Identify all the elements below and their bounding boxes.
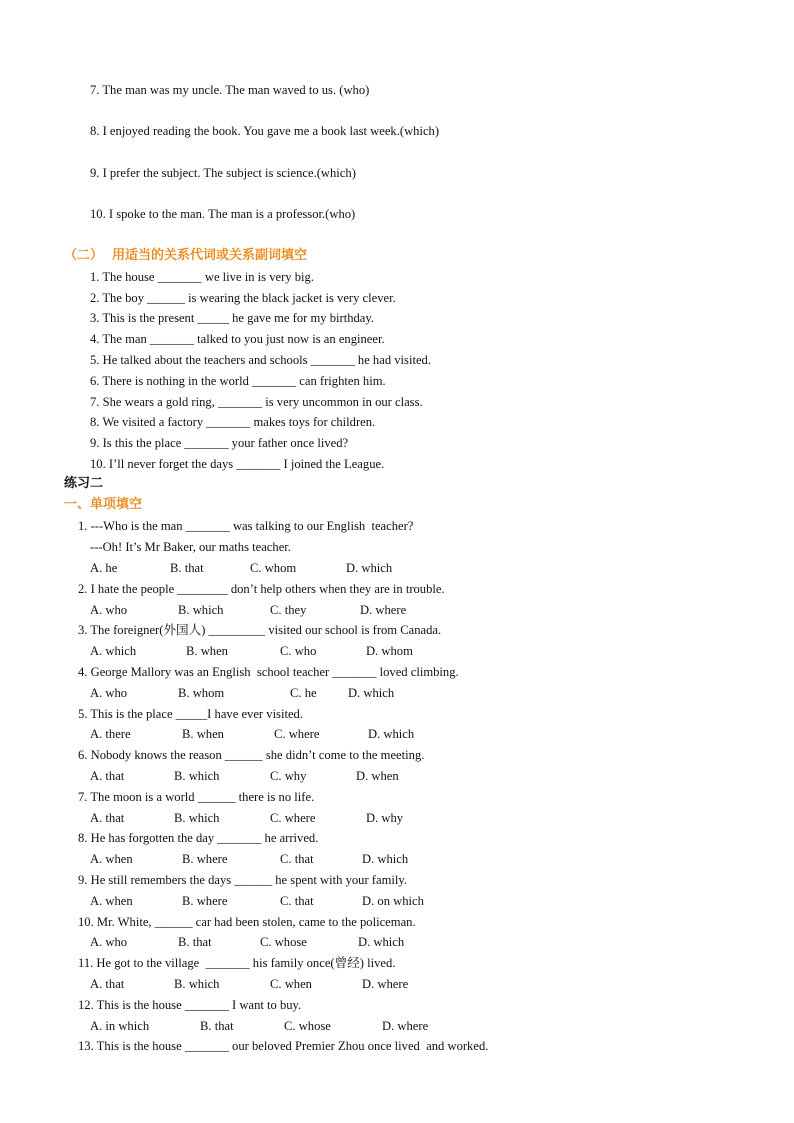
fill-item: 2. The boy ______ is wearing the black jacket is very clever. bbox=[90, 291, 396, 305]
question-text: 5. This is the place _____I have ever visited. bbox=[78, 707, 303, 721]
question-text: 4. George Mallory was an English school teacher _______ loved climbing. bbox=[78, 665, 459, 679]
option-c: C. where bbox=[274, 727, 320, 741]
option-b: B. when bbox=[186, 644, 228, 658]
fill-item: 9. Is this the place _______ your father once lived? bbox=[90, 436, 349, 450]
exercise2-subheading: 一、单项填空 bbox=[64, 497, 143, 512]
fill-item: 5. He talked about the teachers and schools _______ he had visited. bbox=[90, 353, 431, 367]
fill-item: 4. The man _______ talked to you just now is an engineer. bbox=[90, 332, 385, 346]
option-a: A. when bbox=[90, 894, 133, 908]
question-text: 10. Mr. White, ______ car had been stolen, came to the policeman. bbox=[78, 915, 416, 929]
option-c: C. why bbox=[270, 769, 307, 783]
question-text: 13. This is the house _______ our beloved Premier Zhou once lived and worked. bbox=[78, 1039, 489, 1053]
option-b: B. which bbox=[174, 811, 220, 825]
combine-item-10: 10. I spoke to the man. The man is a professor.(who) bbox=[90, 207, 356, 221]
fill-item: 7. She wears a gold ring, _______ is very uncommon in our class. bbox=[90, 395, 423, 409]
option-b: B. that bbox=[200, 1019, 234, 1033]
option-a: A. who bbox=[90, 603, 128, 617]
option-b: B. where bbox=[182, 894, 228, 908]
option-c: C. where bbox=[270, 811, 316, 825]
option-c: C. whose bbox=[260, 935, 307, 949]
option-a: A. there bbox=[90, 727, 131, 741]
option-d: D. which bbox=[368, 727, 415, 741]
option-d: D. which bbox=[346, 561, 393, 575]
combine-item-9: 9. I prefer the subject. The subject is science.(which) bbox=[90, 166, 356, 180]
question-text: 1. ---Who is the man _______ was talking to our English teacher? bbox=[78, 519, 414, 533]
question-text: 9. He still remembers the days ______ he spent with your family. bbox=[78, 873, 408, 887]
fill-item: 6. There is nothing in the world _______ can frighten him. bbox=[90, 374, 386, 388]
combine-item-8: 8. I enjoyed reading the book. You gave me a book last week.(which) bbox=[90, 124, 440, 138]
option-a: A. which bbox=[90, 644, 137, 658]
fill-item: 1. The house _______ we live in is very big. bbox=[90, 270, 314, 284]
option-a: A. in which bbox=[90, 1019, 150, 1033]
option-d: D. which bbox=[358, 935, 405, 949]
question-text: 8. He has forgotten the day _______ he arrived. bbox=[78, 831, 319, 845]
option-a: A. who bbox=[90, 686, 128, 700]
option-c: C. when bbox=[270, 977, 312, 991]
option-c: C. that bbox=[280, 894, 314, 908]
option-d: D. where bbox=[362, 977, 409, 991]
option-b: B. which bbox=[174, 769, 220, 783]
exercise2-title: 练习二 bbox=[64, 476, 104, 491]
question-text: 11. He got to the village _______ his family once(曾经) lived. bbox=[78, 956, 396, 970]
fill-item: 10. I’ll never forget the days _______ I joined the League. bbox=[90, 457, 385, 471]
option-c: C. they bbox=[270, 603, 307, 617]
option-b: B. whom bbox=[178, 686, 225, 700]
option-d: D. why bbox=[366, 811, 404, 825]
option-d: D. where bbox=[382, 1019, 429, 1033]
option-a: A. that bbox=[90, 977, 125, 991]
option-c: C. who bbox=[280, 644, 317, 658]
option-a: A. that bbox=[90, 769, 125, 783]
option-a: A. that bbox=[90, 811, 125, 825]
option-b: B. that bbox=[178, 935, 212, 949]
option-d: D. when bbox=[356, 769, 399, 783]
option-b: B. where bbox=[182, 852, 228, 866]
option-a: A. who bbox=[90, 935, 128, 949]
fill-item: 3. This is the present _____ he gave me for my birthday. bbox=[90, 311, 374, 325]
question-text: 7. The moon is a world ______ there is no life. bbox=[78, 790, 315, 804]
fill-item: 8. We visited a factory _______ makes toys for children. bbox=[90, 415, 376, 429]
option-c: C. he bbox=[290, 686, 317, 700]
question-extra: ---Oh! It’s Mr Baker, our maths teacher. bbox=[90, 540, 291, 554]
option-a: A. when bbox=[90, 852, 133, 866]
option-b: B. which bbox=[178, 603, 224, 617]
question-text: 12. This is the house _______ I want to buy. bbox=[78, 998, 302, 1012]
option-b: B. which bbox=[174, 977, 220, 991]
question-text: 6. Nobody knows the reason ______ she didn’t come to the meeting. bbox=[78, 748, 425, 762]
option-d: D. which bbox=[348, 686, 395, 700]
option-d: D. which bbox=[362, 852, 409, 866]
option-b: B. that bbox=[170, 561, 204, 575]
option-d: D. where bbox=[360, 603, 407, 617]
option-b: B. when bbox=[182, 727, 224, 741]
option-c: C. that bbox=[280, 852, 314, 866]
question-text: 3. The foreigner(外国人) _________ visited our school is from Canada. bbox=[78, 623, 442, 637]
option-d: D. on which bbox=[362, 894, 424, 908]
option-c: C. whom bbox=[250, 561, 297, 575]
section2-heading: （二） 用适当的关系代词或关系副词填空 bbox=[64, 248, 308, 263]
combine-item-7: 7. The man was my uncle. The man waved to us. (who) bbox=[90, 83, 370, 97]
option-a: A. he bbox=[90, 561, 118, 575]
option-d: D. whom bbox=[366, 644, 413, 658]
option-c: C. whose bbox=[284, 1019, 331, 1033]
question-text: 2. I hate the people ________ don’t help others when they are in trouble. bbox=[78, 582, 445, 596]
